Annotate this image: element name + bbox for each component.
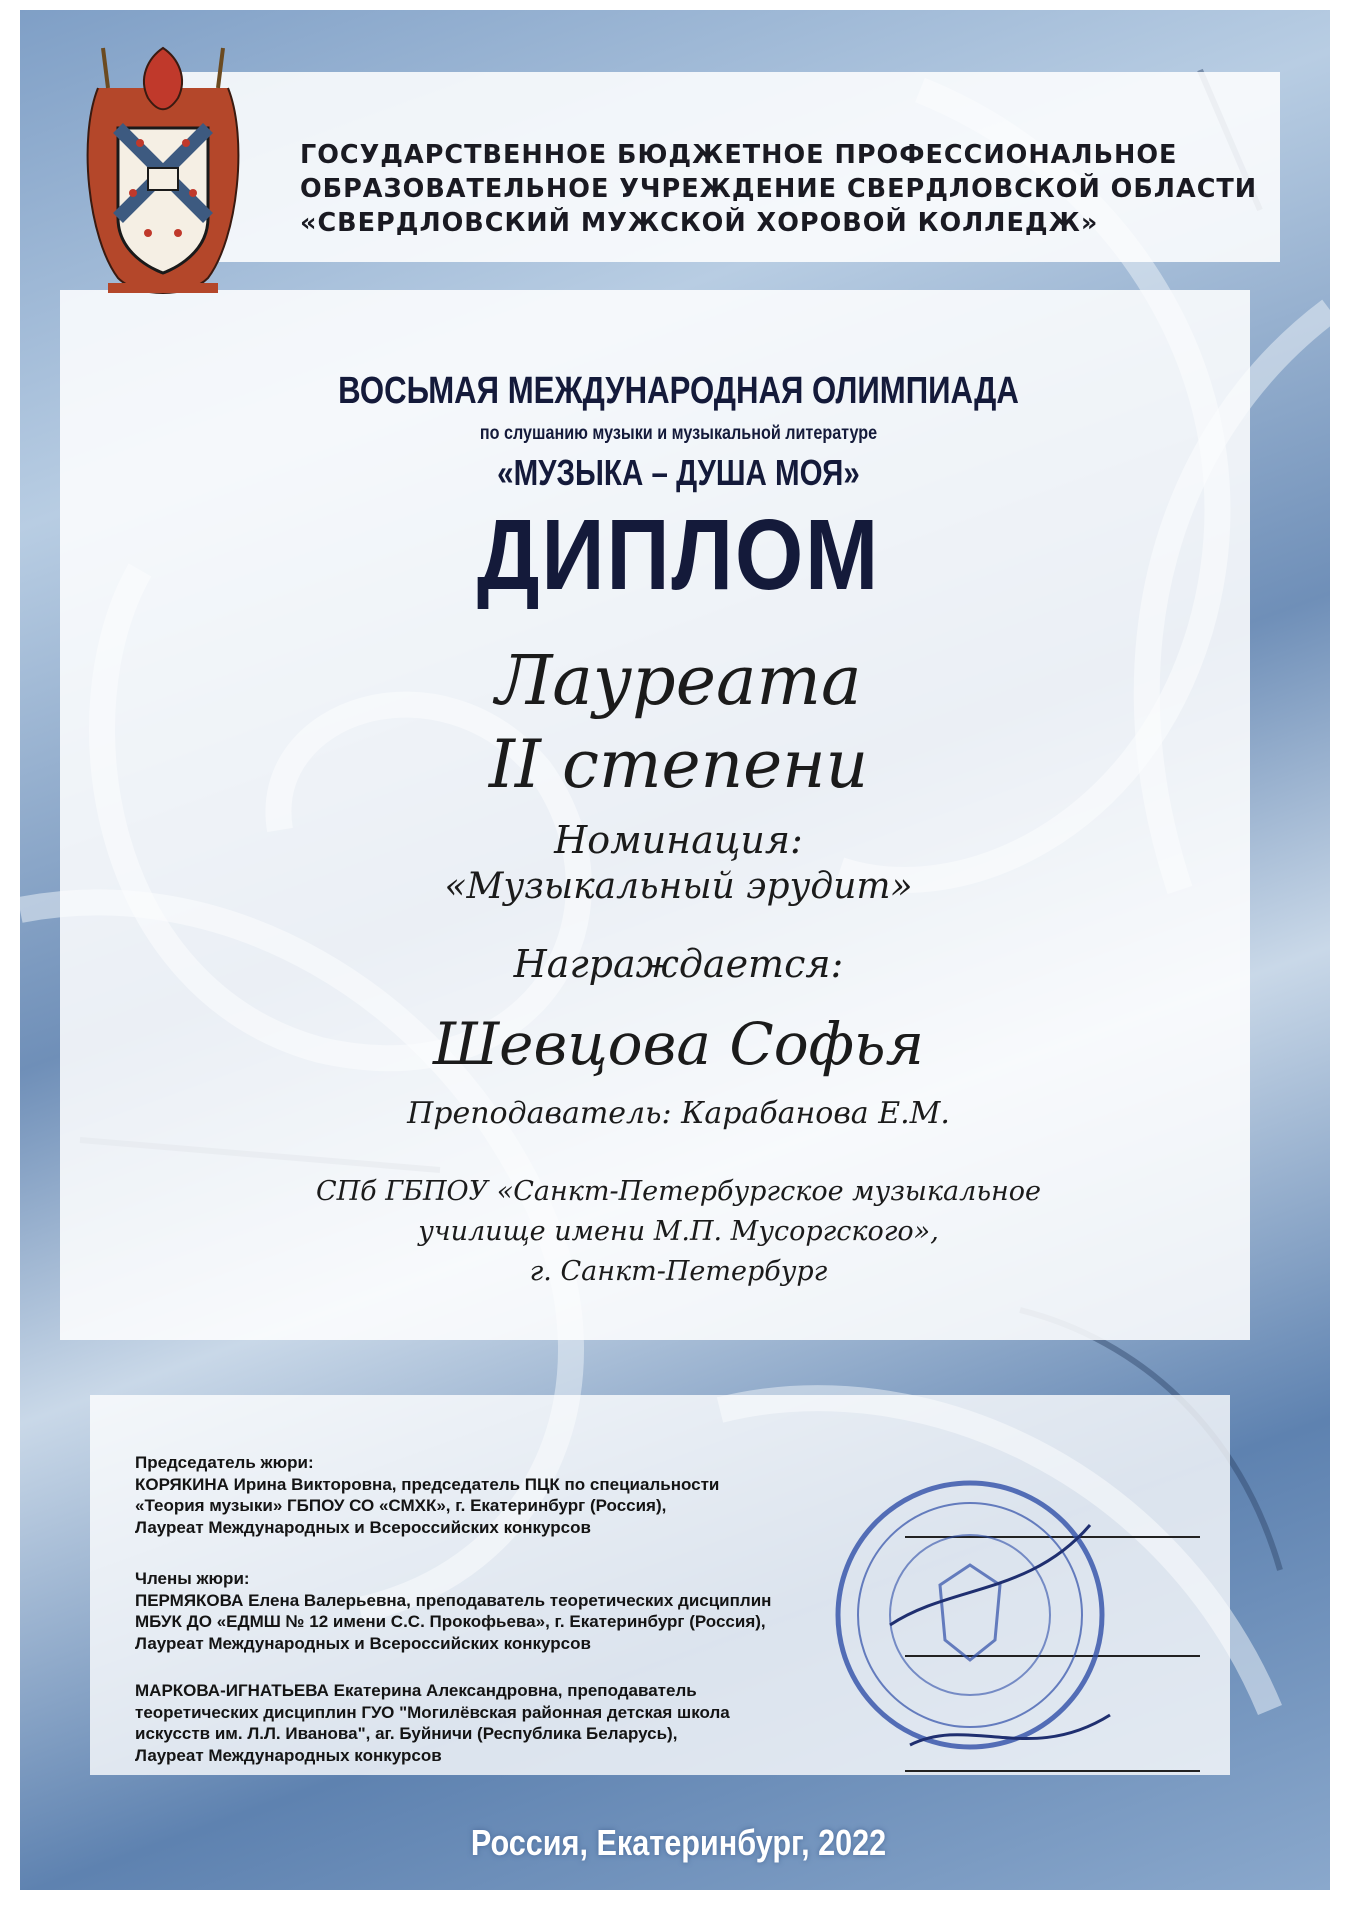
jury-member-line: Лауреат Международных конкурсов: [135, 1745, 442, 1765]
olympiad-name: «МУЗЫКА – ДУША МОЯ»: [497, 452, 860, 493]
jury-member-line: МАРКОВА-ИГНАТЬЕВА Екатерина Александровна, преподаватель: [135, 1681, 697, 1700]
olympiad-subtitle: по слушанию музыки и музыкальной литературе: [479, 423, 878, 444]
jury-chair-block: [135, 1452, 719, 1538]
jury-chair-line: КОРЯКИНА Ирина Викторовна, председатель ПЦК по специальности: [135, 1474, 720, 1494]
jury-member2-block: [135, 1680, 730, 1766]
college-line-2: ОБРАЗОВАТЕЛЬНОЕ УЧРЕЖДЕНИЕ СВЕРДЛОВСКОЙ ОБЛАСТИ: [300, 174, 1258, 204]
diploma-title: ДИПЛОМ: [476, 499, 881, 611]
official-round-stamp: [830, 1465, 1130, 1785]
jury-members-block: [135, 1568, 771, 1654]
nomination-label: Номинация:: [554, 818, 803, 862]
jury-member-line: искусств им. Л.Л. Иванова", аг. Буйничи (Республика Беларусь),: [135, 1724, 678, 1743]
laureate-heading: Лауреата: [495, 642, 862, 721]
jury-chair-heading: Председатель жюри:: [135, 1453, 314, 1472]
college-line-3: «СВЕРДЛОВСКИЙ МУЖСКОЙ ХОРОВОЙ КОЛЛЕДЖ»: [300, 208, 1099, 238]
institution-line-2: училище имени М.П. Мусоргского»,: [418, 1216, 939, 1247]
teacher-line: Преподаватель: Карабанова Е.М.: [407, 1096, 950, 1131]
jury-member-line: теоретических дисциплин ГУО "Могилёвская районная детская школа: [135, 1702, 730, 1722]
nomination-value: «Музыкальный эрудит»: [444, 866, 913, 907]
jury-member-line: МБУК ДО «ЕДМШ № 12 имени С.С. Прокофьева», г. Екатеринбург (Россия),: [135, 1612, 766, 1631]
institution-line-3: г. Санкт-Петербург: [529, 1256, 828, 1287]
awarded-label: Награждается:: [513, 942, 844, 986]
recipient-name: Шевцова Софья: [432, 1010, 925, 1078]
jury-member-line: ПЕРМЯКОВА Елена Валерьевна, преподаватель теоретических дисциплин: [135, 1590, 772, 1610]
jury-chair-line: Лауреат Международных и Всероссийских конкурсов: [135, 1517, 591, 1537]
institution-line-1: СПб ГБПОУ «Санкт-Петербургское музыкальное: [315, 1176, 1042, 1207]
footer-place-year: Россия, Екатеринбург, 2022: [470, 1822, 887, 1863]
degree-heading: II степени: [488, 726, 869, 803]
college-name: [300, 138, 1258, 240]
college-coat-of-arms-emblem: [78, 18, 248, 308]
jury-members-heading: Члены жюри:: [135, 1569, 250, 1588]
college-line-1: ГОСУДАРСТВЕННОЕ БЮДЖЕТНОЕ ПРОФЕССИОНАЛЬНОЕ: [300, 140, 1178, 170]
jury-chair-line: «Теория музыки» ГБПОУ СО «СМХК», г. Екатеринбург (Россия),: [135, 1496, 667, 1515]
olympiad-title: ВОСЬМАЯ МЕЖДУНАРОДНАЯ ОЛИМПИАДА: [338, 370, 1019, 412]
jury-member-line: Лауреат Международных и Всероссийских конкурсов: [135, 1633, 591, 1653]
